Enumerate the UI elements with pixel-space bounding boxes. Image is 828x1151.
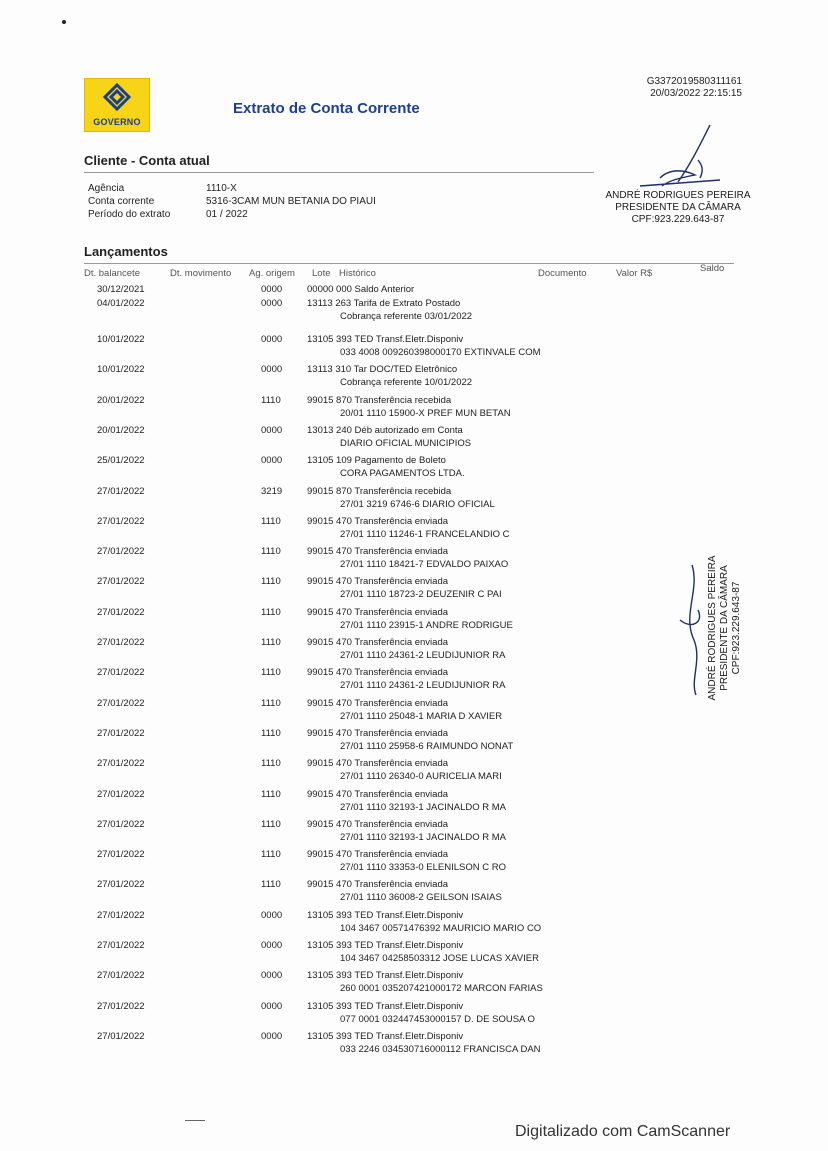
row-history: 99015 470 Transferência enviada: [307, 546, 449, 558]
row-detail: 27/01 1110 32193-1 JACINALDO R MA: [340, 831, 506, 843]
signature-scribble-icon: [600, 120, 740, 195]
lancamentos-heading: Lançamentos: [84, 244, 168, 259]
row-history: 99015 470 Transferência enviada: [307, 879, 449, 891]
row-detail: 104 3467 00571476392 MAURICIO MARIO CO: [340, 922, 542, 934]
governo-logo: [84, 78, 150, 132]
row-date: 27/01/2022: [97, 637, 145, 648]
row-detail: 033 2246 034530716000112 FRANCISCA DAN: [340, 1043, 541, 1055]
row-detail: Cobrança referente 03/01/2022: [340, 311, 473, 322]
row-date: 27/01/2022: [97, 515, 145, 527]
logo-text: GOVERNO: [93, 117, 141, 127]
row-date: 27/01/2022: [97, 727, 145, 739]
row-date: 27/01/2022: [97, 1000, 145, 1012]
row-detail: 27/01 1110 26340-0 AURICELIA MARI: [340, 771, 502, 783]
row-agency: 0000: [261, 970, 283, 982]
row-history: 13105 393 TED Transf.Eletr.Disponiv: [307, 1030, 464, 1042]
row-agency: 0000: [261, 1030, 283, 1042]
row-date: 04/01/2022: [97, 298, 145, 309]
row-detail: 033 4008 009260398000170 EXTINVALE COM: [340, 347, 541, 358]
row-agency: 0000: [261, 455, 283, 467]
row-date: 27/01/2022: [97, 667, 145, 679]
signer-name: ANDRÉ RODRIGUES PEREIRA: [605, 190, 751, 201]
row-history: 99015 470 Transferência enviada: [307, 727, 449, 739]
doc-code-block: [647, 76, 742, 100]
row-date: 10/01/2022: [97, 364, 145, 376]
row-detail: 27/01 1110 18723-2 DEUZENIR C PAI: [340, 589, 502, 601]
row-date: 25/01/2022: [97, 455, 145, 467]
row-history: 99015 470 Transferência enviada: [307, 849, 449, 861]
row-agency: 0000: [261, 284, 283, 295]
row-agency: 1110: [261, 727, 281, 739]
row-history: 13105 393 TED Transf.Eletr.Disponiv: [307, 940, 464, 951]
signer-role: PRESIDENTE DA CÂMARA: [615, 202, 741, 213]
row-date: 27/01/2022: [97, 818, 145, 830]
row-agency: 1110: [261, 849, 281, 861]
row-date: 27/01/2022: [97, 940, 145, 951]
row-history: 99015 470 Transferência enviada: [307, 606, 449, 618]
col-header: Dt. balancete: [84, 268, 140, 279]
col-header: Documento: [538, 268, 587, 279]
col-header: Ag. origem: [249, 268, 295, 279]
row-agency: 0000: [261, 424, 283, 436]
divider: [84, 263, 734, 264]
row-agency: 0000: [261, 1000, 283, 1012]
row-detail: 27/01 3219 6746-6 DIARIO OFICIAL: [340, 498, 495, 510]
signature-stamp-rotated: [707, 548, 743, 708]
row-date: 30/12/2021: [97, 284, 145, 295]
col-header: Saldo: [700, 263, 725, 274]
row-date: 20/01/2022: [97, 424, 145, 436]
row-agency: 1110: [261, 879, 281, 891]
row-agency: 1110: [261, 576, 281, 588]
row-agency: 0000: [261, 364, 283, 376]
row-history: 13105 393 TED Transf.Eletr.Disponiv: [307, 909, 464, 921]
page-title: Extrato de Conta Corrente: [233, 100, 420, 117]
signer-role: PRESIDENTE DA CÂMARA: [719, 565, 730, 691]
row-history: 00000 000 Saldo Anterior: [307, 284, 415, 295]
row-date: 27/01/2022: [97, 576, 145, 588]
row-history: 99015 870 Transferência recebida: [307, 485, 452, 497]
row-agency: 0000: [261, 940, 283, 951]
row-agency: 1110: [261, 515, 281, 527]
row-date: 20/01/2022: [97, 394, 145, 406]
row-history: 99015 470 Transferência enviada: [307, 818, 449, 830]
signature-scribble-icon: [672, 560, 712, 700]
row-detail: CORA PAGAMENTOS LTDA.: [340, 468, 465, 480]
field-label: Período do extrato: [88, 209, 171, 220]
row-detail: Cobrança referente 10/01/2022: [340, 377, 473, 389]
scanner-footer: Digitalizado com CamScanner: [515, 1123, 731, 1140]
row-agency: 0000: [261, 298, 283, 309]
row-date: 27/01/2022: [97, 849, 145, 861]
row-history: 99015 470 Transferência enviada: [307, 697, 449, 709]
row-history: 13113 310 Tar DOC/TED Eletrônico: [307, 364, 458, 376]
row-detail: 27/01 1110 33353-0 ELENILSON C RO: [340, 862, 506, 874]
field-value: 5316-3CAM MUN BETANIA DO PIAUI: [206, 196, 376, 207]
row-agency: 1110: [261, 667, 281, 679]
row-history: 13113 263 Tarifa de Extrato Postado: [307, 298, 461, 309]
row-history: 13105 109 Pagamento de Boleto: [307, 455, 446, 467]
row-history: 13105 393 TED Transf.Eletr.Disponiv: [307, 1000, 464, 1012]
row-agency: 0000: [261, 334, 283, 345]
row-history: 13105 393 TED Transf.Eletr.Disponiv: [307, 334, 464, 345]
row-date: 27/01/2022: [97, 758, 145, 770]
row-agency: 1110: [261, 637, 281, 648]
row-history: 99015 470 Transferência enviada: [307, 758, 449, 770]
row-history: 99015 470 Transferência enviada: [307, 667, 449, 679]
row-detail: 27/01 1110 32193-1 JACINALDO R MA: [340, 801, 506, 813]
row-history: 99015 470 Transferência enviada: [307, 788, 449, 800]
row-history: 99015 470 Transferência enviada: [307, 515, 449, 527]
row-agency: 0000: [261, 909, 283, 921]
row-detail: 27/01 1110 36008-2 GEILSON ISAIAS: [340, 892, 502, 904]
field-value: 01 / 2022: [206, 209, 248, 220]
row-detail: 27/01 1110 23915-1 ANDRE RODRIGUE: [340, 619, 513, 631]
row-agency: 1110: [261, 697, 281, 709]
row-date: 27/01/2022: [97, 970, 145, 982]
row-history: 13013 240 Déb autorizado em Conta: [307, 424, 463, 436]
col-header: Valor R$: [616, 268, 653, 279]
signature-stamp: [598, 190, 758, 226]
row-date: 27/01/2022: [97, 697, 145, 709]
row-detail: DIARIO OFICIAL MUNICIPIOS: [340, 437, 472, 449]
row-detail: 27/01 1110 25958-6 RAIMUNDO NONAT: [340, 740, 514, 752]
signer-cpf: CPF:923.229.643-87: [731, 581, 742, 675]
row-detail: 27/01 1110 24361-2 LEUDIJUNIOR RA: [340, 650, 506, 661]
signer-cpf: CPF:923.229.643-87: [631, 214, 725, 225]
row-agency: 1110: [261, 758, 281, 770]
row-detail: 27/01 1110 11246-1 FRANCELANDIO C: [340, 528, 510, 540]
doc-datetime: 20/03/2022 22:15:15: [650, 88, 742, 99]
row-detail: 104 3467 04258503312 JOSE LUCAS XAVIER: [340, 953, 539, 964]
row-detail: 260 0001 035207421000172 MARCON FARIAS: [340, 983, 543, 995]
row-date: 27/01/2022: [97, 606, 145, 618]
row-date: 27/01/2022: [97, 1030, 145, 1042]
bb-logo-icon: [103, 83, 131, 111]
row-history: 99015 470 Transferência enviada: [307, 637, 449, 648]
divider: [84, 172, 594, 173]
row-detail: 27/01 1110 25048-1 MARIA D XAVIER: [340, 710, 503, 722]
row-agency: 1110: [261, 394, 281, 406]
row-history: 99015 470 Transferência enviada: [307, 576, 449, 588]
signer-name: ANDRÉ RODRIGUES PEREIRA: [707, 555, 718, 701]
doc-code: G3372019580311161: [646, 76, 742, 87]
col-header: Lote: [312, 268, 331, 279]
row-history: 13105 393 TED Transf.Eletr.Disponiv: [307, 970, 464, 982]
row-agency: 1110: [261, 818, 281, 830]
field-label: Conta corrente: [88, 196, 155, 207]
row-detail: 27/01 1110 24361-2 LEUDIJUNIOR RA: [340, 680, 506, 692]
scan-mark: [185, 1120, 205, 1121]
client-heading: Cliente - Conta atual: [84, 153, 210, 168]
row-agency: 1110: [261, 788, 281, 800]
field-value: 1110-X: [206, 183, 237, 194]
col-header: Histórico: [339, 268, 376, 279]
row-date: 27/01/2022: [97, 788, 145, 800]
row-history: 99015 870 Transferência recebida: [307, 394, 452, 406]
row-agency: 3219: [261, 485, 283, 497]
row-date: 27/01/2022: [97, 546, 145, 558]
row-detail: 20/01 1110 15900-X PREF MUN BETAN: [340, 407, 511, 419]
row-detail: 077 0001 032447453000157 D. DE SOUSA O: [340, 1013, 535, 1025]
row-date: 27/01/2022: [97, 485, 145, 497]
row-agency: 1110: [261, 606, 281, 618]
row-detail: 27/01 1110 18421-7 EDVALDO PAIXAO: [340, 559, 509, 571]
field-label: Agência: [88, 183, 125, 194]
col-header: Dt. movimento: [170, 268, 232, 279]
row-date: 27/01/2022: [97, 909, 145, 921]
row-agency: 1110: [261, 546, 281, 558]
row-date: 10/01/2022: [97, 334, 145, 345]
scan-speck: [62, 20, 66, 24]
row-date: 27/01/2022: [97, 879, 145, 891]
